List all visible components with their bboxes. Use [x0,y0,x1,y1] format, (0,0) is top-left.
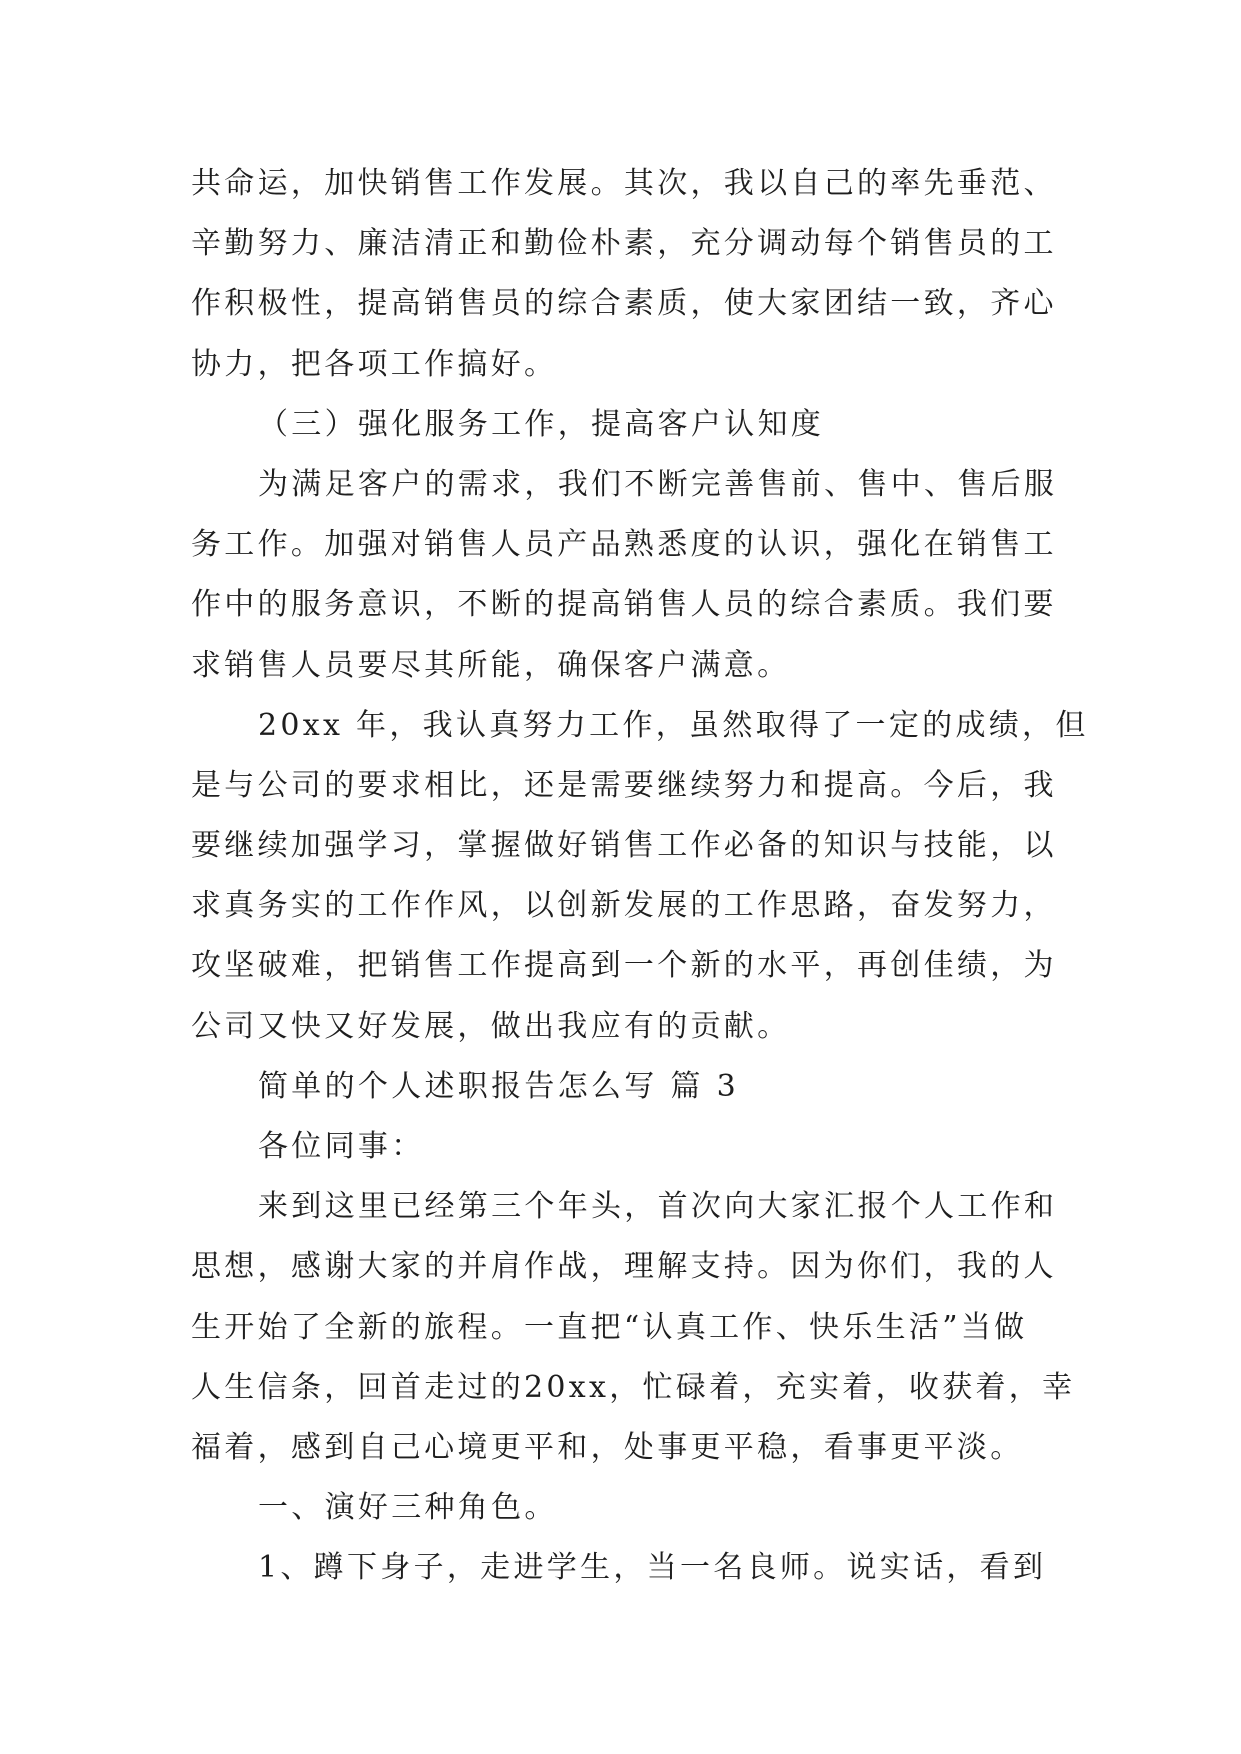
text-line: 辛勤努力、廉洁清正和勤俭朴素，充分调动每个销售员的工 [191,226,1057,262]
article-subtitle: 简单的个人述职报告怎么写 篇 3 [258,1068,739,1104]
text-line: 生开始了全新的旅程。一直把“认真工作、快乐生活”当做 [191,1309,1028,1345]
paragraph-first-line: 20xx 年，我认真努力工作，虽然取得了一定的成绩，但 [258,707,1089,743]
paragraph-first-line: 1、蹲下身子，走进学生，当一名良师。说实话，看到 [258,1550,1047,1586]
text-line: 求销售人员要尽其所能，确保客户满意。 [191,647,791,683]
text-line: 求真务实的工作作风，以创新发展的工作思路，奋发努力， [191,888,1057,924]
text-line: 攻坚破难，把销售工作提高到一个新的水平，再创佳绩，为 [191,948,1057,984]
text-line: 公司又快又好发展，做出我应有的贡献。 [191,1008,791,1044]
text-line: 共命运，加快销售工作发展。其次，我以自己的率先垂范、 [191,166,1057,201]
salutation: 各位同事： [258,1129,425,1164]
section-heading: （三）强化服务工作，提高客户认知度 [258,406,825,442]
text-line: 协力，把各项工作搞好。 [191,346,558,382]
text-line: 人生信条，回首走过的20xx，忙碌着，充实着，收获着，幸 [191,1369,1076,1405]
text-line: 作积极性，提高销售员的综合素质，使大家团结一致，齐心 [191,286,1057,322]
paragraph-first-line: 为满足客户的需求，我们不断完善售前、售中、售后服 [258,466,1058,502]
document-body [191,154,1089,1599]
text-line: 是与公司的要求相比，还是需要继续努力和提高。今后，我 [191,767,1057,803]
text-line: 福着，感到自己心境更平和，处事更平稳，看事更平淡。 [191,1429,1024,1465]
text-line: 要继续加强学习，掌握做好销售工作必备的知识与技能，以 [191,828,1057,864]
paragraph-first-line: 来到这里已经第三个年头，首次向大家汇报个人工作和 [258,1189,1058,1225]
text-line: 作中的服务意识，不断的提高销售人员的综合素质。我们要 [191,587,1057,623]
text-line: 思想，感谢大家的并肩作战，理解支持。因为你们，我的人 [191,1249,1057,1285]
section-heading: 一、演好三种角色。 [258,1490,558,1526]
text-line: 务工作。加强对销售人员产品熟悉度的认识，强化在销售工 [191,527,1057,563]
